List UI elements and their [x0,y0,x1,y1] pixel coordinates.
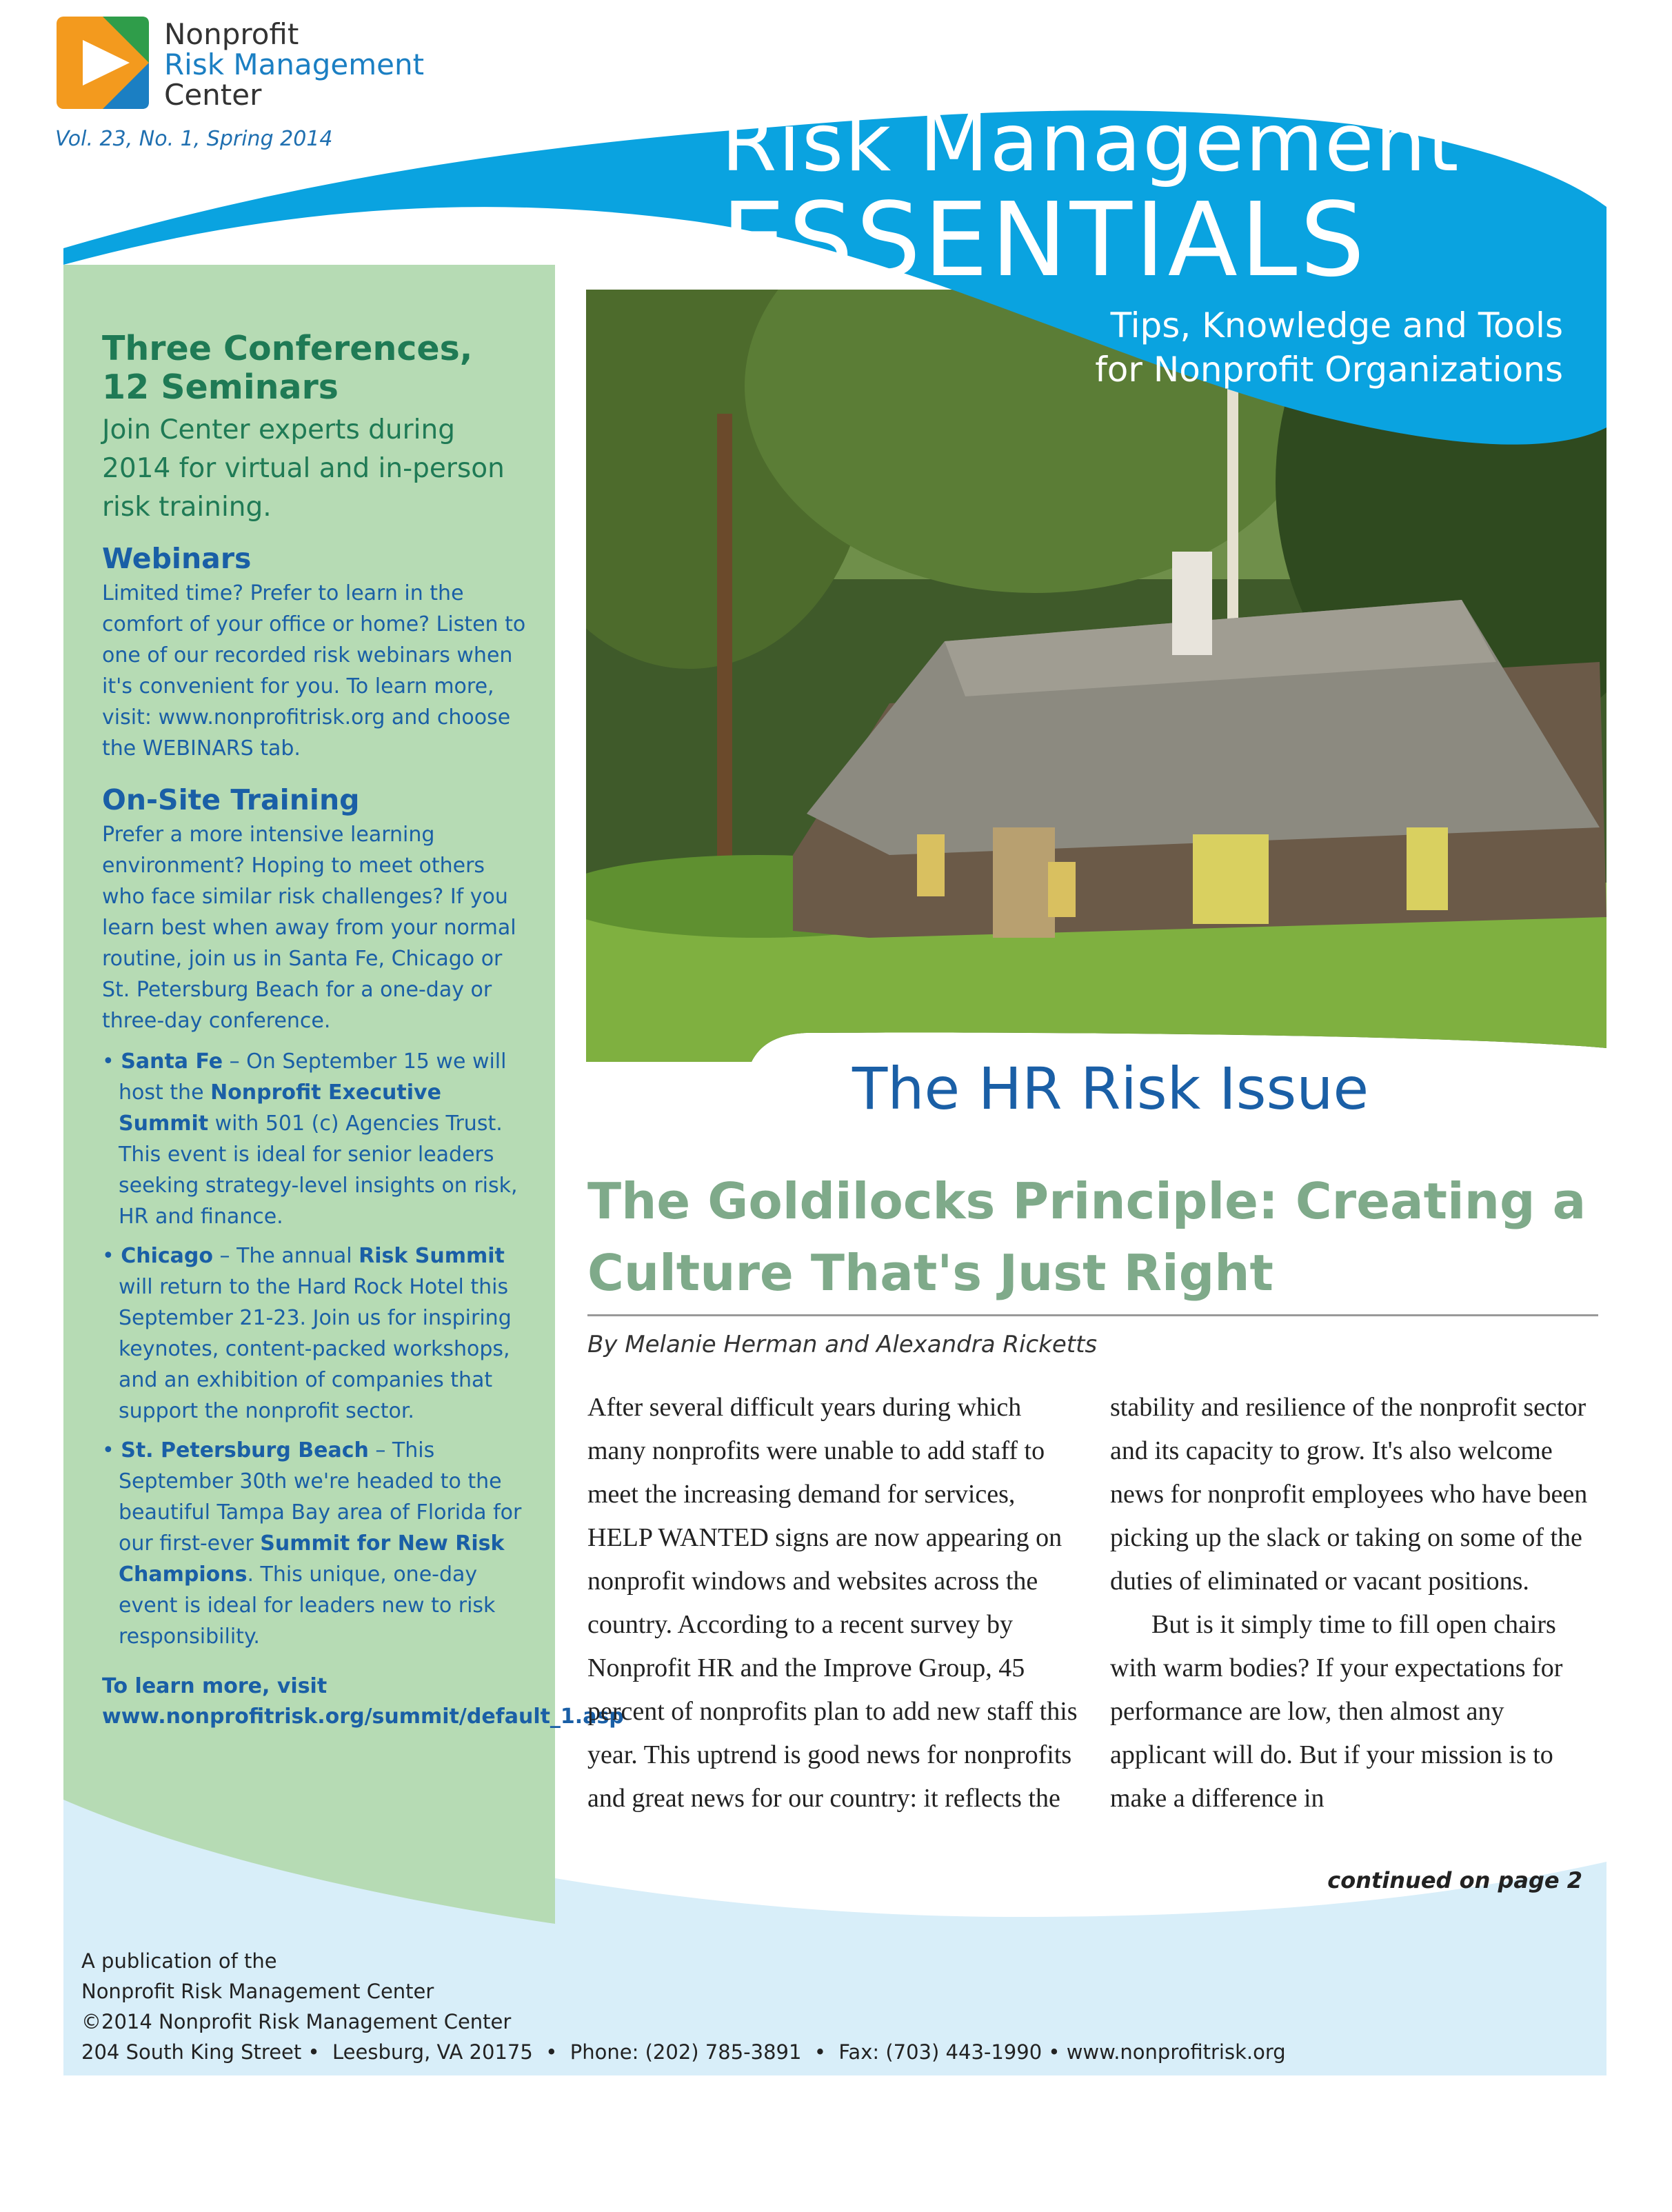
nonprofit-logo-icon [57,17,149,109]
masthead-subtitle [1095,303,1563,392]
issue-banner: The HR Risk Issue [852,1055,1369,1123]
issue-info: Vol. 23, No. 1, Spring 2014 [55,127,333,151]
masthead-subtitle-line1: Tips, Knowledge and Tools [1110,305,1563,345]
event-text: – This September 30th we're headed to the beautiful Tampa Bay area of Florida for our first-ever [119,1438,522,1556]
article-paragraph: But is it simply time to fill open chairs with warm bodies? If your expectations for performance are low, then almost any applicant will do. But if your mission is to make a difference in [1110,1610,1563,1813]
event-name: Summit for New Risk Champions [119,1531,505,1587]
footer [81,1946,1286,2067]
article-column-2 [1110,1386,1606,1820]
webinars-heading: Webinars [102,542,252,575]
event-name: Nonprofit Executive Summit [119,1080,441,1136]
onsite-training-text: Prefer a more intensive learning environment? Hoping to meet others who face similar risk challenges? If you learn best when away from your normal routine, join us in Santa Fe, Chicago or St. Petersburg Beach for a one-day or three-day conference. [102,823,516,1033]
learn-more-link[interactable]: To learn more, visit www.nonprofitrisk.org/summit/default_1.asp [102,1674,624,1729]
footer-line3: ©2014 Nonprofit Risk Management Center [81,2010,512,2033]
continued-note[interactable]: continued on page 2 [1327,1867,1582,1893]
list-item: • Chicago – The annual Risk Summit will return to the Hard Rock Hotel this September 21-23. Join us for inspiring keynotes, content-packed workshops, and an exhibition of companies that support the nonprofit sector. [102,1244,512,1423]
event-text: will return to the Hard Rock Hotel this September 21-23. Join us for inspiring keynotes, content-packed workshops, and an exhibition of companies that support the nonprofit sector. [119,1275,512,1423]
event-text: – The annual [213,1244,359,1268]
footer-line1: A publication of the [81,1949,277,1973]
event-city: Chicago [121,1244,214,1268]
logo-line1: Nonprofit [164,17,299,51]
title-divider [587,1314,1598,1316]
event-list [102,1046,530,1652]
masthead-title-line1: Risk Management [721,97,1460,190]
footer-line4: 204 South King Street • Leesburg, VA 20175 • Phone: (202) 785-3891 • Fax: (703) 443-1990 • www.nonprofitrisk.org [81,2040,1286,2064]
sidebar-heading-line1: Three Conferences, [102,329,473,368]
logo-line2: Risk Management [164,48,425,81]
event-text: with 501 (c) Agencies Trust. This event is ideal for senior leaders seeking strategy-level insights on risk, HR and finance. [119,1112,518,1229]
webinars-text: Limited time? Prefer to learn in the comfort of your office or home? Listen to one of our recorded risk webinars when it's convenient for you. To learn more, visit: www.nonprofitrisk.org and choose the WEBINARS tab. [102,581,526,761]
list-item: • Santa Fe – On September 15 we will host the Nonprofit Executive Summit with 501 (c) Agencies Trust. This event is ideal for senior leaders seeking strategy-level insights on risk, HR and finance. [102,1049,518,1229]
article-title: The Goldilocks Principle: Creating a Culture That's Just Right [587,1172,1587,1302]
article-paragraph: stability and resilience of the nonprofit sector and its capacity to grow. It's also welcome news for nonprofit employees who have been picking up the slack or taking on some of the duties of eliminated or vacant positions. [1110,1393,1588,1596]
article-column-1: After several difficult years during which many nonprofits were unable to add staff to meet the increasing demand for services, HELP WANTED signs are now appearing on nonprofit windows and websites across the country. According to a recent survey by Nonprofit HR and the Improve Group, 45 percent of nonprofits plan to add new staff this year. This uptrend is good news for nonprofits and great news for our country: it reflects the [587,1393,1078,1813]
event-city: St. Petersburg Beach [121,1438,369,1462]
event-text: . This unique, one-day event is ideal for leaders new to risk responsibility. [119,1562,496,1649]
event-text: – On September 15 we will host the [119,1049,507,1105]
sidebar-intro: Join Center experts during 2014 for virtual and in-person risk training. [102,414,505,523]
sidebar-heading [102,330,530,407]
article-byline: By Melanie Herman and Alexandra Ricketts [587,1331,1098,1358]
event-name: Risk Summit [359,1244,505,1268]
footer-line2: Nonprofit Risk Management Center [81,1980,434,2003]
event-city: Santa Fe [121,1049,223,1074]
masthead-title-line2: ESSENTIALS [721,181,1368,299]
masthead-subtitle-line2: for Nonprofit Organizations [1095,350,1563,390]
onsite-training-heading: On-Site Training [102,783,360,816]
logo-wordmark [164,19,424,110]
sidebar [102,329,624,1732]
sidebar-heading-line2: 12 Seminars [102,368,339,407]
logo-line3: Center [164,78,262,112]
list-item: • St. Petersburg Beach – This September 30th we're headed to the beautiful Tampa Bay area of Florida for our first-ever Summit for New Risk Champions. This unique, one-day event is ideal for leaders new to risk responsibility. [102,1438,522,1649]
